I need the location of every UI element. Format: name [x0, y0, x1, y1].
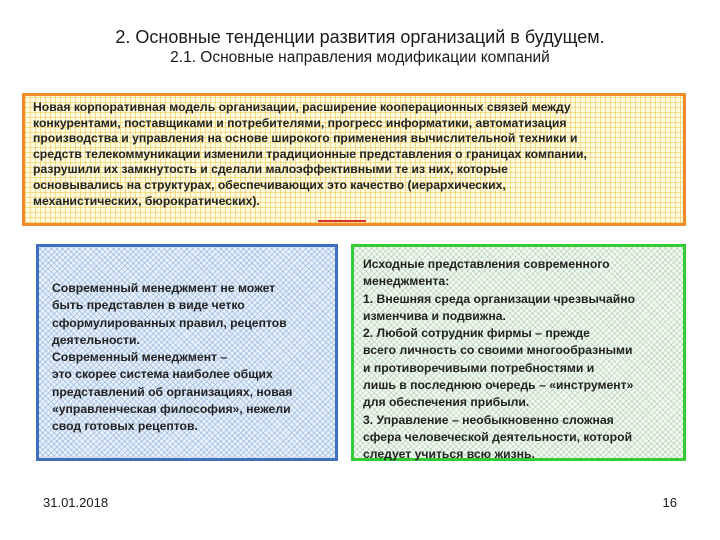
- top-line-2: конкурентами, поставщиками и потребителями, прогресс информатики, автоматизация: [33, 115, 567, 130]
- left-line-3: сформулированных правил, рецептов: [52, 315, 287, 330]
- left-line-7: представлений об организациях, новая: [52, 384, 293, 399]
- top-line-6: основывались на структурах, обеспечивающих это качество (иерархических,: [33, 177, 506, 192]
- left-line-4: деятельности.: [52, 332, 140, 347]
- top-line-3: производства и управления на основе широкого применения вычислительной техники и: [33, 131, 578, 146]
- footer-date: 31.01.2018: [43, 495, 109, 510]
- left-paragraph: [52, 280, 327, 436]
- top-line-5: разрушили их замкнутость и сделали малоэффективными те из них, которые: [33, 162, 508, 177]
- slide-title: 2. Основные тенденции развития организаций в будущем.: [115, 27, 605, 47]
- right-line-12: следует учиться всю жизнь.: [363, 447, 535, 462]
- top-line-1: Новая корпоративная модель организации, расширение кооперационных связей между: [33, 100, 571, 114]
- right-line-11: сфера человеческой деятельности, которой: [363, 429, 633, 444]
- top-line-4: средств телекоммуникации изменили традиционные представления о границах компании,: [33, 146, 587, 161]
- right-line-10: 3. Управление – необыкновенно сложная: [363, 412, 614, 427]
- right-paragraph: [363, 256, 677, 464]
- right-line-1: Исходные представления современного: [363, 257, 610, 271]
- footer-page-number: 16: [662, 495, 677, 510]
- right-line-9: для обеспечения прибыли.: [363, 395, 530, 410]
- top-line-7: механистических, бюрократических).: [33, 193, 260, 208]
- left-line-2: быть представлен в виде четко: [52, 298, 245, 313]
- left-line-9: свод готовых рецептов.: [52, 419, 198, 434]
- right-line-8: лишь в последнюю очередь – «инструмент»: [363, 378, 634, 393]
- slide-subtitle: 2.1. Основные направления модификации компаний: [170, 49, 550, 66]
- left-line-1: Современный менеджмент не может: [52, 281, 276, 295]
- right-line-5: 2. Любой сотрудник фирмы – прежде: [363, 326, 590, 341]
- left-line-6: это скорее система наиболее общих: [52, 367, 273, 382]
- right-line-2: менеджмента:: [363, 274, 450, 289]
- right-line-7: и противоречивыми потребностями и: [363, 360, 595, 375]
- top-paragraph: [33, 100, 677, 209]
- left-line-5: Современный менеджмент –: [52, 350, 228, 365]
- right-line-4: изменчива и подвижна.: [363, 308, 506, 323]
- left-text-box: [36, 244, 338, 461]
- top-text-box: [22, 93, 686, 226]
- right-text-box: [351, 244, 686, 461]
- right-line-3: 1. Внешняя среда организации чрезвычайно: [363, 291, 636, 306]
- right-line-6: всего личность со своими многообразными: [363, 343, 633, 358]
- left-line-8: «управленческая философия», нежели: [52, 402, 291, 417]
- red-underline-mark: [318, 220, 366, 222]
